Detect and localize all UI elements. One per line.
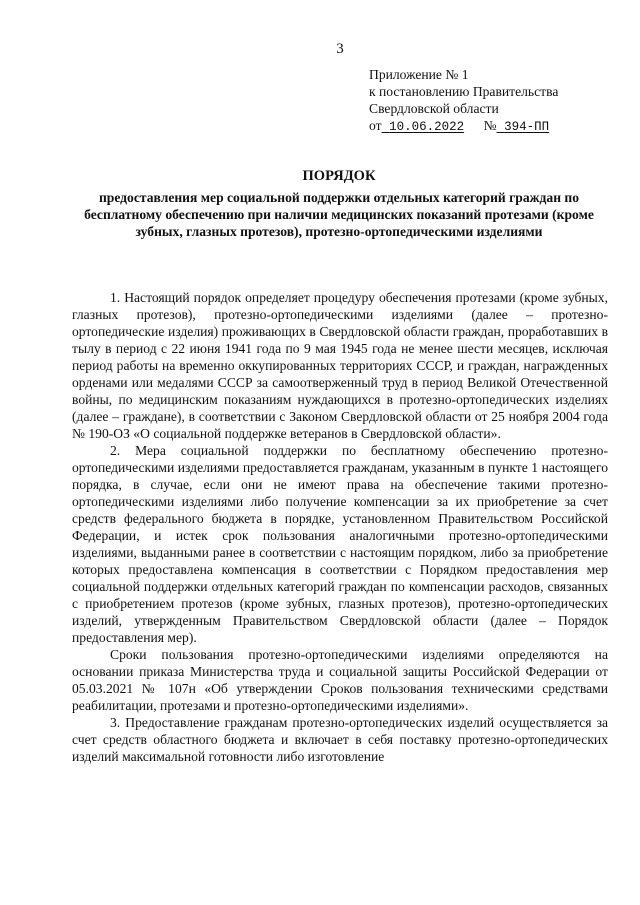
resolution-date: 10.06.2022 [389,120,465,134]
paragraph-2: 2. Мера социальной поддержки по бесплатному обеспечению протезно-ортопедическими изделиями предоставляется гражданам, указанным в пункте 1 настоящего порядка, в случае, если они не имеют права на обеспечение такими протезно-ортопедическими изделиями либо получение компенсации за их приобретение за счет средств федерального бюджета в порядке, установленном Правительством Российской Федерации, и истек срок пользования аналогичными протезно-ортопедическими изделиями, выданными ранее в соответствии с настоящим порядком, либо за приобретение которых предоставлена компенсация в соответствии с Порядком предоставления мер социальной поддержки отдельных категорий граждан по компенсации расходов, связанных с приобретением протезов (кроме зубных, глазных протезов), протезно-ортопедических изделий, утвержденным Правительством Свердловской области (далее – Порядок предоставления мер). [72,443,608,645]
appendix-title: Приложение № 1 [369,67,469,82]
document-subtitle: предоставления мер социальной поддержки отдельных категорий граждан по бесплатному обеспечению при наличии медицинских показаний протезами (кроме зубных, глазных протезов), протезно-ортопедическими изделиями [84,190,594,239]
paragraph-2-continued: Сроки пользования протезно-ортопедическими изделиями определяются на основании приказа Министерства труда и социальной защиты Российской Федерации от 05.03.2021 № 107н «Об утверждении Сроков пользования техническими средствами реабилитации, протезами и протезно-ортопедическими изделиями». [72,647,608,713]
paragraph-1: 1. Настоящий порядок определяет процедуру обеспечения протезами (кроме зубных, глазных протезов), протезно-ортопедическими изделиями (далее – протезно-ортопедические изделия) проживающих в Свердловской области граждан, проработавших в тылу в период с 22 июня 1941 года по 9 мая 1945 года не менее шести месяцев, исключая период работы на временно оккупированных территориях СССР, и граждан, награжденных орденами или медалями СССР за самоотверженный труд в период Великой Отечественной войны, по медицинским показаниям нуждающихся в протезно-ортопедических изделиях (далее – граждане), в соответствии с Законом Свердловской области от 25 ноября 2004 года № 190-ОЗ «О социальной поддержке ветеранов в Свердловской области». [72,290,608,441]
paragraph-3: 3. Предоставление гражданам протезно-ортопедических изделий осуществляется за счет средств областного бюджета и включает в себя поставку протезно-ортопедических изделий максимальной готовности либо изготовление [72,715,608,764]
appendix-region: Свердловской области [369,101,499,116]
document-title: ПОРЯДОК [302,168,376,184]
appendix-date-number-line [369,117,565,136]
document-title-block [66,168,612,240]
number-label: № [483,118,497,133]
page-number: 3 [336,41,344,57]
document-body [72,289,608,765]
resolution-number: 394-ПП [504,120,550,134]
from-label: от [369,118,382,133]
appendix-resolution-ref: к постановлению Правительства [369,84,559,99]
appendix-header [369,66,565,136]
